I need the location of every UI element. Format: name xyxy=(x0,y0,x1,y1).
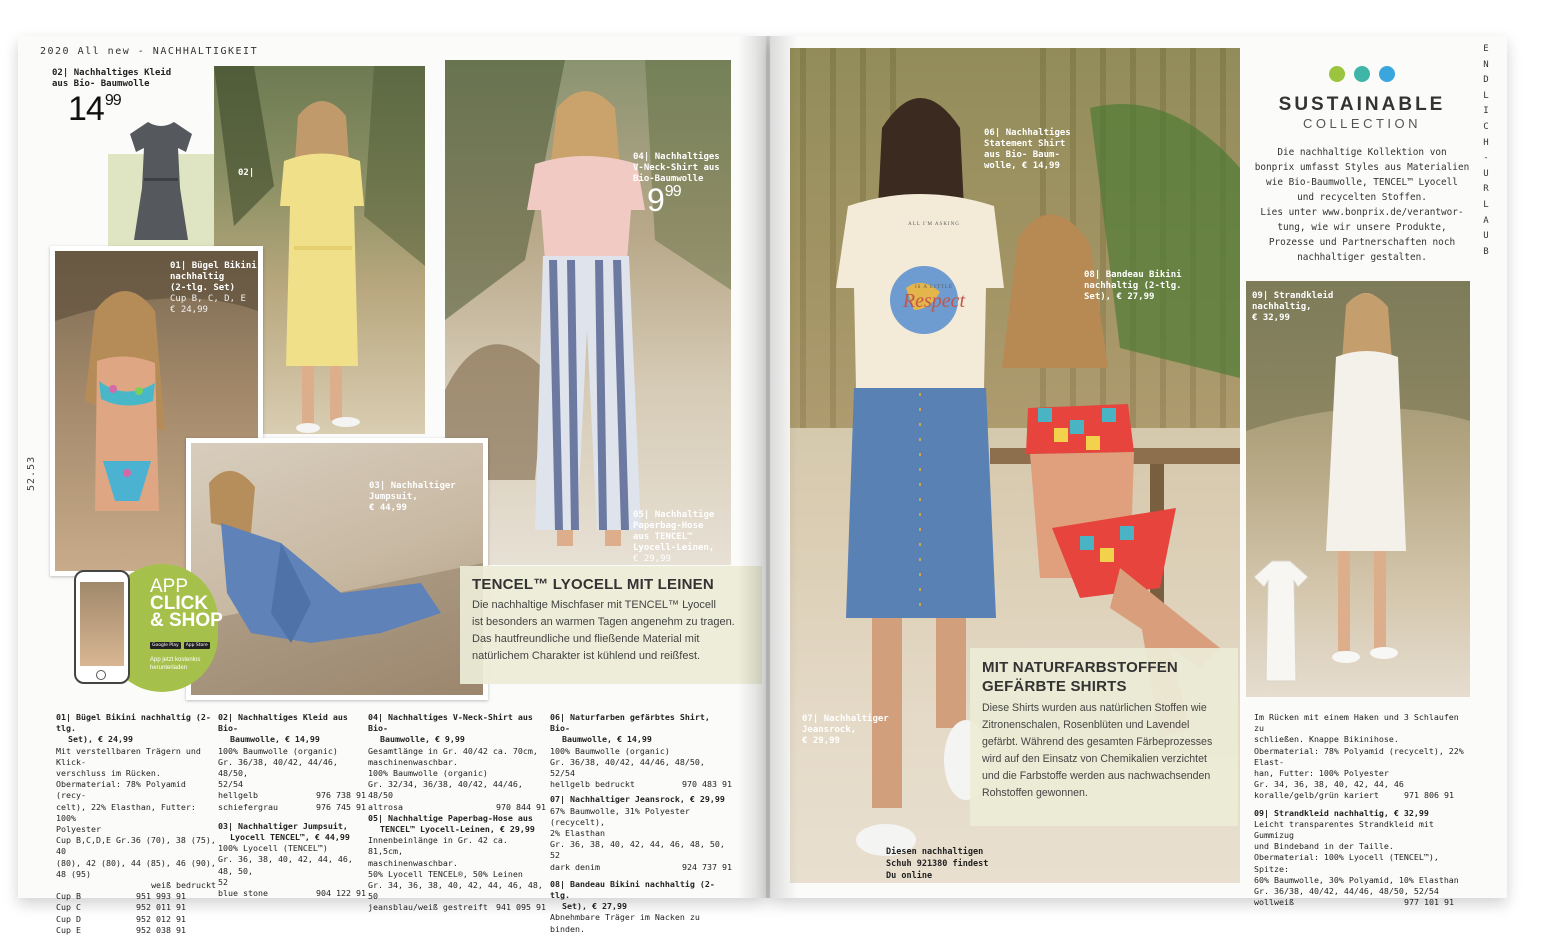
strandkleid-caption xyxy=(1252,291,1333,324)
shirt-price xyxy=(647,182,681,219)
info-title-line: GEFÄRBTE SHIRTS xyxy=(982,678,1127,695)
tshirt-print-mid: IS A LITTLE xyxy=(915,285,953,290)
product-row xyxy=(56,902,216,913)
tshirt-graphic-text xyxy=(874,222,994,313)
tab-letter: A xyxy=(1483,215,1489,226)
product-heading: Baumwolle, € 14,99 xyxy=(562,734,652,745)
jumpsuit-caption xyxy=(369,481,456,514)
info-box-title xyxy=(982,658,1226,696)
caption-line: wolle, € 14,99 xyxy=(984,161,1060,171)
tab-letter: L xyxy=(1483,199,1489,210)
variant-label: dark denim xyxy=(550,861,600,872)
caption-number: 02| xyxy=(52,68,69,78)
product-line: 52/54 xyxy=(218,779,243,790)
grey-dress-product-image xyxy=(126,118,196,244)
description-line[interactable]: Lies unter www.bonprix.de/verantwor- xyxy=(1260,207,1464,218)
variant-label: Cup B xyxy=(56,891,81,902)
product-line: Obermaterial: 100% Lyocell (TENCEL™), Spitze: xyxy=(1254,852,1439,874)
info-line: Zitronenschalen, Rosenblüten und Lavendel xyxy=(982,719,1190,731)
product-row xyxy=(56,914,216,925)
product-line: 60% Baumwolle, 30% Polyamid, 10% Elasthan xyxy=(1254,874,1459,885)
product-heading: Lyocell TENCEL™, € 44,99 xyxy=(230,832,350,843)
caption-line: Schuh 921380 findest xyxy=(886,859,989,869)
variant-label: Cup E xyxy=(56,924,81,935)
description-line: und recycelten Stoffen. xyxy=(1297,192,1427,203)
collection-dots xyxy=(1242,66,1482,86)
product-column-4 xyxy=(550,712,732,935)
tab-letter: D xyxy=(1483,75,1489,86)
product-row xyxy=(1254,790,1470,801)
product-line: 52 xyxy=(218,876,228,887)
description-line: Prozesse und Partnerschaften noch xyxy=(1268,237,1456,248)
info-box-title: TENCEL™ LYOCELL MIT LEINEN xyxy=(472,576,714,593)
tab-letter: E xyxy=(1483,44,1489,54)
description-line: wie Bio-Baumwolle, TENCEL™ Lyocell xyxy=(1266,177,1458,188)
caption-line: (2-tlg. Set) xyxy=(170,283,236,293)
caption-line: Cup B, C, D, E xyxy=(170,294,246,304)
page-numbers: 52.53 xyxy=(26,455,37,491)
price-cents: 99 xyxy=(664,183,681,200)
description-line: nachhaltiger gestalten. xyxy=(1297,252,1427,263)
shirt-caption xyxy=(633,152,720,185)
product-heading: 08| Bandeau Bikini nachhaltig (2-tlg. xyxy=(550,878,715,901)
product-line: 2% Elasthan xyxy=(550,828,605,839)
product-line: 100% Baumwolle (organic) xyxy=(368,768,488,779)
product-row xyxy=(368,802,546,813)
article-number: 952 011 91 xyxy=(136,902,186,913)
caption-price: € 29,99 xyxy=(802,736,840,746)
variant-label: hellgelb bedruckt xyxy=(550,779,635,790)
info-line: Die nachhaltige Mischfaser mit TENCEL™ Lyocell xyxy=(472,599,716,611)
app-badge-small-text: herunterladen xyxy=(150,665,188,671)
product-row xyxy=(550,779,732,790)
product-line: Gr. 36/38, 40/42, 44/46, 48/50, 52/54 xyxy=(1254,886,1439,897)
tab-letter: N xyxy=(1483,59,1489,70)
tshirt-print-top: ALL I'M ASKING xyxy=(908,222,960,227)
bandeau-bikini-caption xyxy=(1084,270,1182,303)
product-line: Gr. 36, 38, 40, 42, 44, 46, 48, 50, xyxy=(218,854,353,876)
product-line: Leicht transparentes Strandkleid mit Gummizug xyxy=(1254,818,1434,841)
sustainable-collection-block xyxy=(1242,66,1482,265)
caption-price: € 32,99 xyxy=(1252,313,1290,323)
app-badge-line2: CLICK xyxy=(150,593,209,614)
caption-line: Bio-Baumwolle xyxy=(633,174,704,184)
product-line: maschinenwaschbar. xyxy=(368,857,458,868)
tab-letter: I xyxy=(1483,106,1489,117)
caption-line: aus Bio- Baum- xyxy=(984,150,1060,160)
info-line: wird auf den Einsatz von Chemikalien verzichtet xyxy=(982,753,1207,765)
caption-price: € 24,99 xyxy=(170,305,208,315)
caption-number: 08| xyxy=(1084,270,1101,280)
product-row xyxy=(1254,897,1470,908)
blue-dot-icon xyxy=(1379,66,1395,82)
tab-letter: B xyxy=(1483,246,1489,257)
product-line: verschluss im Rücken. xyxy=(56,768,161,779)
article-number: 951 993 91 xyxy=(136,891,186,902)
tab-letter: U xyxy=(1483,168,1489,179)
article-number: 924 737 91 xyxy=(682,861,732,872)
tshirt-print-word: Respect xyxy=(902,290,966,312)
product-line: Gr. 34, 36, 38, 40, 42, 44, 46, 48, 50 xyxy=(368,880,543,902)
product-heading: Set), € 24,99 xyxy=(68,734,133,745)
app-badge-line1: APP xyxy=(150,576,189,597)
product-line: Gr. 32/34, 36/38, 40/42, 44/46, 48/50 xyxy=(368,779,523,801)
info-line: Das hautfreundliche und fließende Material mit xyxy=(472,633,700,645)
article-number: 970 483 91 xyxy=(682,779,732,790)
product-heading: 09| Strandkleid nachhaltig, € 32,99 xyxy=(1254,807,1429,818)
product-line: 100% Baumwolle (organic) xyxy=(550,745,670,756)
caption-line: Statement Shirt xyxy=(984,139,1066,149)
product-line: Cup B,C,D,E Gr.36 (70), 38 (75), 40 xyxy=(56,835,216,857)
dress-photo-label: 02| xyxy=(238,168,255,178)
app-store-badge[interactable]: App Store xyxy=(185,643,208,648)
product-line: Obermaterial: 78% Polyamid (recy- xyxy=(56,779,186,801)
product-row xyxy=(56,891,216,902)
variant-label: Cup C xyxy=(56,902,81,913)
article-number: 904 122 91 xyxy=(316,888,366,899)
caption-title: Nachhaltiger xyxy=(823,714,889,724)
info-line: Rohstoffen gewonnen. xyxy=(982,787,1088,799)
caption-number: 01| xyxy=(170,261,187,271)
tab-letter: - xyxy=(1483,153,1489,164)
variant-label: hellgelb xyxy=(218,790,258,801)
product-heading: 02| Nachhaltiges Kleid aus Bio- xyxy=(218,712,348,734)
info-box-text xyxy=(982,700,1226,802)
variant-label: koralle/gelb/grün kariert xyxy=(1254,790,1379,801)
jeansrock-caption xyxy=(802,714,889,747)
product-line: Gr. 36/38, 40/42, 44/46, 48/50, 52/54 xyxy=(550,756,705,779)
info-title-line: MIT NATURFARBSTOFFEN xyxy=(982,659,1178,676)
product-line: Innenbeinlänge in Gr. 42 ca. 81,5cm, xyxy=(368,835,508,857)
page-header: 2020 All new - NACHHALTIGKEIT xyxy=(40,46,259,57)
caption-line: nachhaltig (2-tlg. xyxy=(1084,281,1182,291)
caption-line: Jeansrock, xyxy=(802,725,857,735)
caption-title: Nachhaltige xyxy=(654,510,715,520)
caption-line: V-Neck-Shirt aus xyxy=(633,163,720,173)
right-page xyxy=(770,36,1507,908)
product-line: 50% Lyocell TENCEL®, 50% Leinen xyxy=(368,868,523,879)
caption-line: Set), € 27,99 xyxy=(1084,292,1155,302)
product-line: Gr. 34, 36, 38, 40, 42, 44, 46 xyxy=(1254,779,1404,790)
product-heading: 04| Nachhaltiges V-Neck-Shirt aus Bio- xyxy=(368,712,533,734)
variant-label: schiefergrau xyxy=(218,801,278,812)
product-line: (80), 42 (80), 44 (85), 46 (90), 48 (95) xyxy=(56,857,216,879)
product-line: han, Futter: 100% Polyester xyxy=(1254,768,1389,779)
collection-subtitle: COLLECTION xyxy=(1302,116,1422,131)
app-badge-small-text: App jetzt kostenlos xyxy=(150,657,201,663)
product-column-2 xyxy=(218,712,366,899)
price-main: 9 xyxy=(647,182,664,218)
left-page xyxy=(18,36,766,935)
info-line: natürlichem Charakter ist kühlend und reißfest. xyxy=(472,650,701,662)
product-heading: Baumwolle, € 14,99 xyxy=(230,734,320,745)
product-heading: Set), € 27,99 xyxy=(562,901,627,912)
product-line: maschinenwaschbar. xyxy=(368,756,458,767)
product-heading: Baumwolle, € 9,99 xyxy=(380,734,465,745)
article-number: 952 012 91 xyxy=(136,913,186,924)
caption-number: 03| xyxy=(369,481,386,491)
article-number: 977 101 91 xyxy=(1404,897,1454,908)
info-line: gefärbt. Während des gesamten Färbeprozesses xyxy=(982,736,1213,748)
tab-letter: R xyxy=(1483,184,1489,195)
info-line: ist besonders an warmen Tagen angenehm zu tragen. xyxy=(472,616,735,628)
caption-title: Nachhaltiges xyxy=(654,152,720,162)
tab-letter: C xyxy=(1483,121,1489,132)
collection-title: SUSTAINABLE xyxy=(1278,94,1446,115)
product-row xyxy=(218,790,366,801)
google-play-badge[interactable]: Google Play xyxy=(152,643,179,648)
kleid-price xyxy=(68,90,121,129)
bikini-caption xyxy=(170,261,257,316)
article-number: 976 745 91 xyxy=(316,801,366,812)
article-number: 941 095 91 xyxy=(496,902,546,913)
product-heading: 01| Bügel Bikini nachhaltig (2-tlg. xyxy=(56,712,211,734)
variant-label: jeansblau/weiß gestreift xyxy=(368,902,488,913)
caption-price: € 29,99 xyxy=(633,554,671,564)
price-cents: 99 xyxy=(104,92,121,109)
caption-line: aus TENCEL™ xyxy=(633,532,693,542)
jumpsuit-photo xyxy=(186,438,488,700)
product-heading: 03| Nachhaltiger Jumpsuit, xyxy=(218,820,348,831)
product-line: Obermaterial: 78% Polyamid (recycelt), 22% Elast- xyxy=(1254,745,1464,767)
info-line: Diese Shirts wurden aus natürlichen Stoffen wie xyxy=(982,702,1207,714)
description-line: bonprix umfasst Styles aus Materialien xyxy=(1254,162,1470,173)
product-line: Gr. 36/38, 40/42, 44/46, 48/50, xyxy=(218,756,338,779)
product-row xyxy=(56,925,216,936)
caption-title: Bandeau Bikini xyxy=(1105,270,1182,280)
caption-line: Diesen nachhaltigen xyxy=(886,847,984,857)
variant-label: Cup D xyxy=(56,913,81,924)
caption-title-line2: aus Bio- Baumwolle xyxy=(52,79,150,89)
caption-title: Nachhaltiges Kleid xyxy=(73,68,172,78)
caption-line: Du online xyxy=(886,871,933,881)
vertical-section-tab xyxy=(1480,42,1492,260)
info-box-text xyxy=(472,597,750,665)
article-number: 952 038 91 xyxy=(136,924,186,935)
strandkleid-photo xyxy=(1246,281,1470,697)
caption-number: 06| xyxy=(984,128,1001,138)
teal-dot-icon xyxy=(1354,66,1370,82)
article-number: 970 844 91 xyxy=(496,801,546,812)
product-heading: 06| Naturfarben gefärbtes Shirt, Bio- xyxy=(550,712,710,734)
tencel-info-box xyxy=(460,566,762,684)
naturfarbstoffe-info-box xyxy=(970,648,1238,826)
caption-number: 09| xyxy=(1252,291,1269,301)
collection-description xyxy=(1242,145,1482,265)
product-line: Polyester xyxy=(56,824,101,835)
product-line: 67% Baumwolle, 31% Polyester (recycelt), xyxy=(550,805,690,827)
hose-caption xyxy=(633,510,714,565)
product-line: Gr. 36, 38, 40, 42, 44, 46, 48, 50, 52 xyxy=(550,839,725,861)
variant-label: wollweiß xyxy=(1254,897,1294,908)
product-row xyxy=(218,802,366,813)
product-heading: TENCEL™ Lyocell-Leinen, € 29,99 xyxy=(380,824,535,835)
caption-line: Lyocell-Leinen, xyxy=(633,543,715,553)
product-column-3 xyxy=(368,712,546,914)
caption-number: 04| xyxy=(633,152,650,162)
tab-letter: L xyxy=(1483,90,1489,101)
caption-line: Paperbag-Hose xyxy=(633,521,704,531)
caption-line: nachhaltig, xyxy=(1252,302,1312,312)
product-line: Gesamtlänge in Gr. 40/42 ca. 70cm, xyxy=(368,745,538,756)
caption-number: 05| xyxy=(633,510,650,520)
product-line: weiß bedruckt xyxy=(151,880,216,891)
product-line: und Bindeband in der Taille. xyxy=(1254,841,1394,852)
product-row xyxy=(550,862,732,873)
caption-title: Nachhaltiger xyxy=(390,481,456,491)
caption-title: Nachhaltiges xyxy=(1005,128,1071,138)
variant-label: altrosa xyxy=(368,801,403,812)
caption-number: 07| xyxy=(802,714,819,724)
phone-mockup-icon xyxy=(74,570,130,684)
kleid-caption xyxy=(52,68,171,90)
caption-title: Strandkleid xyxy=(1273,291,1334,301)
green-dot-icon xyxy=(1329,66,1345,82)
description-line: Die nachhaltige Kollektion von xyxy=(1277,147,1447,158)
tab-letter: U xyxy=(1483,231,1489,242)
article-number: 976 738 91 xyxy=(316,790,366,801)
statement-shirt-caption xyxy=(984,128,1071,172)
product-row xyxy=(218,888,366,899)
article-number: 971 806 91 xyxy=(1404,790,1454,801)
product-line: schließen. Knappe Bikinihose. xyxy=(1254,734,1399,745)
tab-letter: H xyxy=(1483,137,1489,148)
caption-line: Jumpsuit, xyxy=(369,492,418,502)
product-heading: 07| Nachhaltiger Jeansrock, € 29,99 xyxy=(550,794,725,805)
caption-price: € 44,99 xyxy=(369,503,407,513)
app-badge-line3: & SHOP xyxy=(150,610,223,631)
description-line: tung, wie wir unsere Produkte, xyxy=(1277,222,1447,233)
product-line: Mit verstellbaren Trägern und Klick- xyxy=(56,745,201,767)
product-line: Im Rücken mit einem Haken und 3 Schlaufen zu xyxy=(1254,712,1459,734)
shoe-caption xyxy=(886,846,988,882)
product-line: celt), 22% Elasthan, Futter: 100% xyxy=(56,801,196,823)
product-line: 100% Lyocell (TENCEL™) xyxy=(218,843,328,854)
caption-line: nachhaltig xyxy=(170,272,225,282)
product-line: Abnehmbare Träger im Nacken zu binden. xyxy=(550,912,700,934)
variant-label: blue stone xyxy=(218,888,268,899)
product-heading: 05| Nachhaltige Paperbag-Hose aus xyxy=(368,812,533,823)
product-row xyxy=(368,902,546,913)
caption-title: Bügel Bikini xyxy=(191,261,257,271)
product-column-right xyxy=(1254,712,1470,908)
product-column-1 xyxy=(56,712,216,936)
info-line: und die Farbstoffe werden aus nachwachsenden xyxy=(982,770,1211,782)
product-line: 100% Baumwolle (organic) xyxy=(218,745,338,756)
price-main: 14 xyxy=(68,90,104,128)
